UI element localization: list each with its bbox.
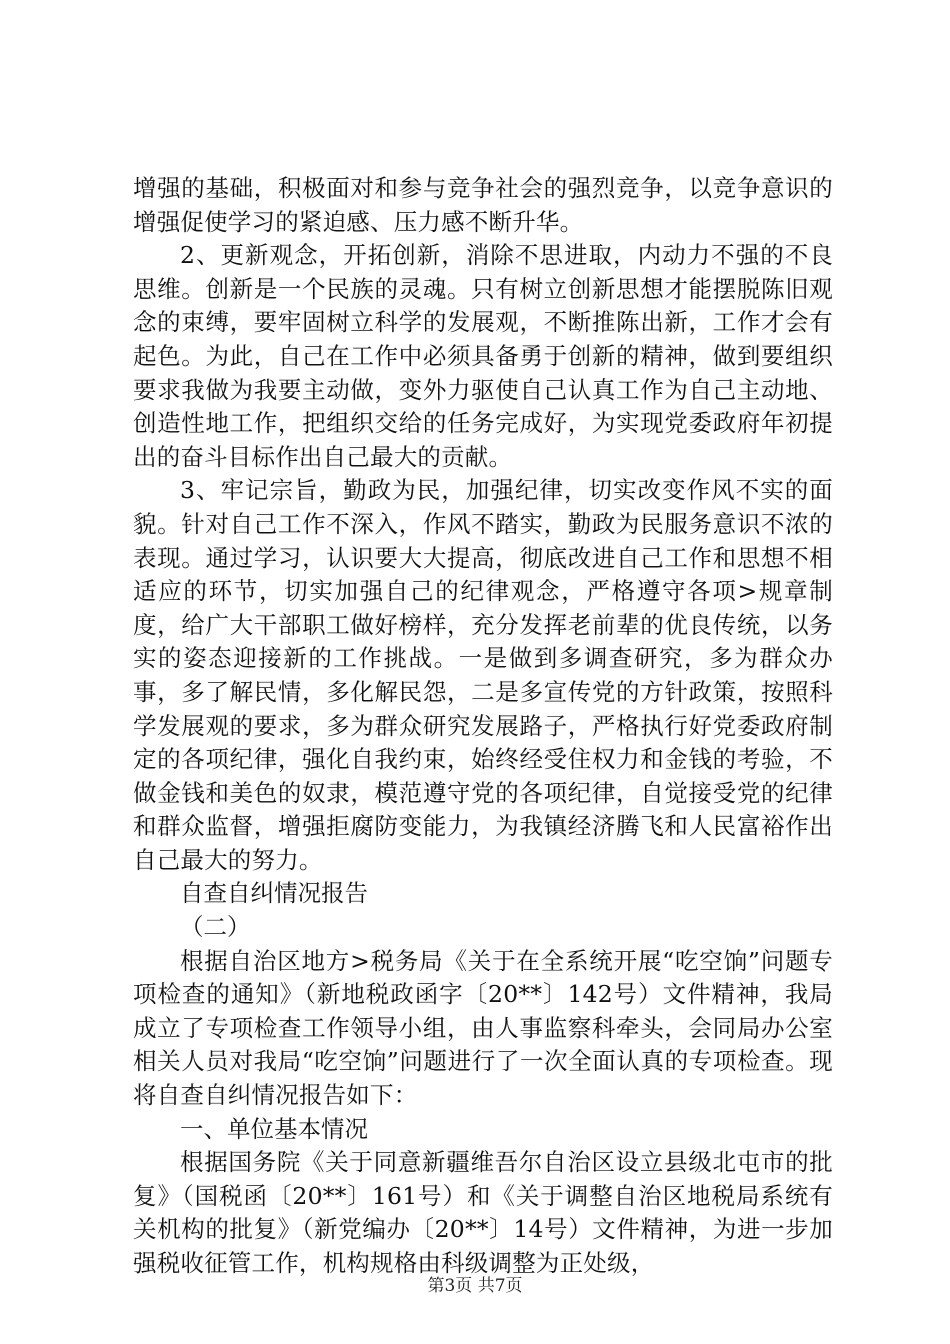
report-section-number: （二） — [180, 913, 251, 942]
section-heading-unit-info: 一、单位基本情况 — [180, 1114, 368, 1143]
paragraph-notice-basis: 根据自治区地方>税务局《关于在全系统开展“吃空饷”问题专项检查的通知》（新地税政函字〔20**〕142号）文件精神，我局成立了专项检查工作领导小组，由人事监察科牵头，会同局办公室相关人员对我局“吃空饷”问题进行了一次全面认真的专项检查。现将自查自纠情况报告如下： — [133, 946, 833, 1110]
page-number-footer: 第3页 共7页 — [427, 1276, 523, 1296]
paragraph-continuation: 增强的基础，积极面对和参与竞争社会的强烈竞争，以竞争意识的增强促使学习的紧迫感、压力感不断升华。 — [133, 174, 833, 236]
document-body — [133, 172, 833, 1281]
paragraph-discipline: 3、牢记宗旨，勤政为民，加强纪律，切实改变作风不实的面貌。针对自己工作不深入，作风不踏实，勤政为民服务意识不浓的表现。通过学习，认识要大大提高，彻底改进自己工作和思想不相适应的环节，切实加强自己的纪律观念，严格遵守各项>规章制度，给广大干部职工做好榜样，充分发挥老前辈的优良传统，以务实的姿态迎接新的工作挑战。一是做到多调查研究，多为群众办事，多了解民情，多化解民怨，二是多宣传党的方针政策，按照科学发展观的要求，多为群众研究发展路子，严格执行好党委政府制定的各项纪律，强化自我约束，始终经受住权力和金钱的考验，不做金钱和美色的奴隶，模范遵守党的各项纪律，自觉接受党的纪律和群众监督，增强拒腐防变能力，为我镇经济腾飞和人民富裕作出自己最大的努力。 — [133, 476, 833, 874]
report-title: 自查自纠情况报告 — [180, 879, 368, 908]
paragraph-innovation: 2、更新观念，开拓创新，消除不思进取，内动力不强的不良思维。创新是一个民族的灵魂。只有树立创新思想才能摆脱陈旧观念的束缚，要牢固树立科学的发展观，不断推陈出新，工作才会有起色。为此，自己在工作中必须具备勇于创新的精神，做到要组织要求我做为我要主动做，变外力驱使自己认真工作为自己主动地、创造性地工作，把组织交给的任务完成好，为实现党委政府年初提出的奋斗目标作出自己最大的贡献。 — [133, 241, 833, 471]
paragraph-unit-info: 根据国务院《关于同意新疆维吾尔自治区设立县级北屯市的批复》（国税函〔20**〕161号）和《关于调整自治区地税局系统有关机构的批复》（新党编办〔20**〕14号）文件精神，为进一步加强税收征管工作，机构规格由科级调整为正处级， — [133, 1148, 833, 1277]
